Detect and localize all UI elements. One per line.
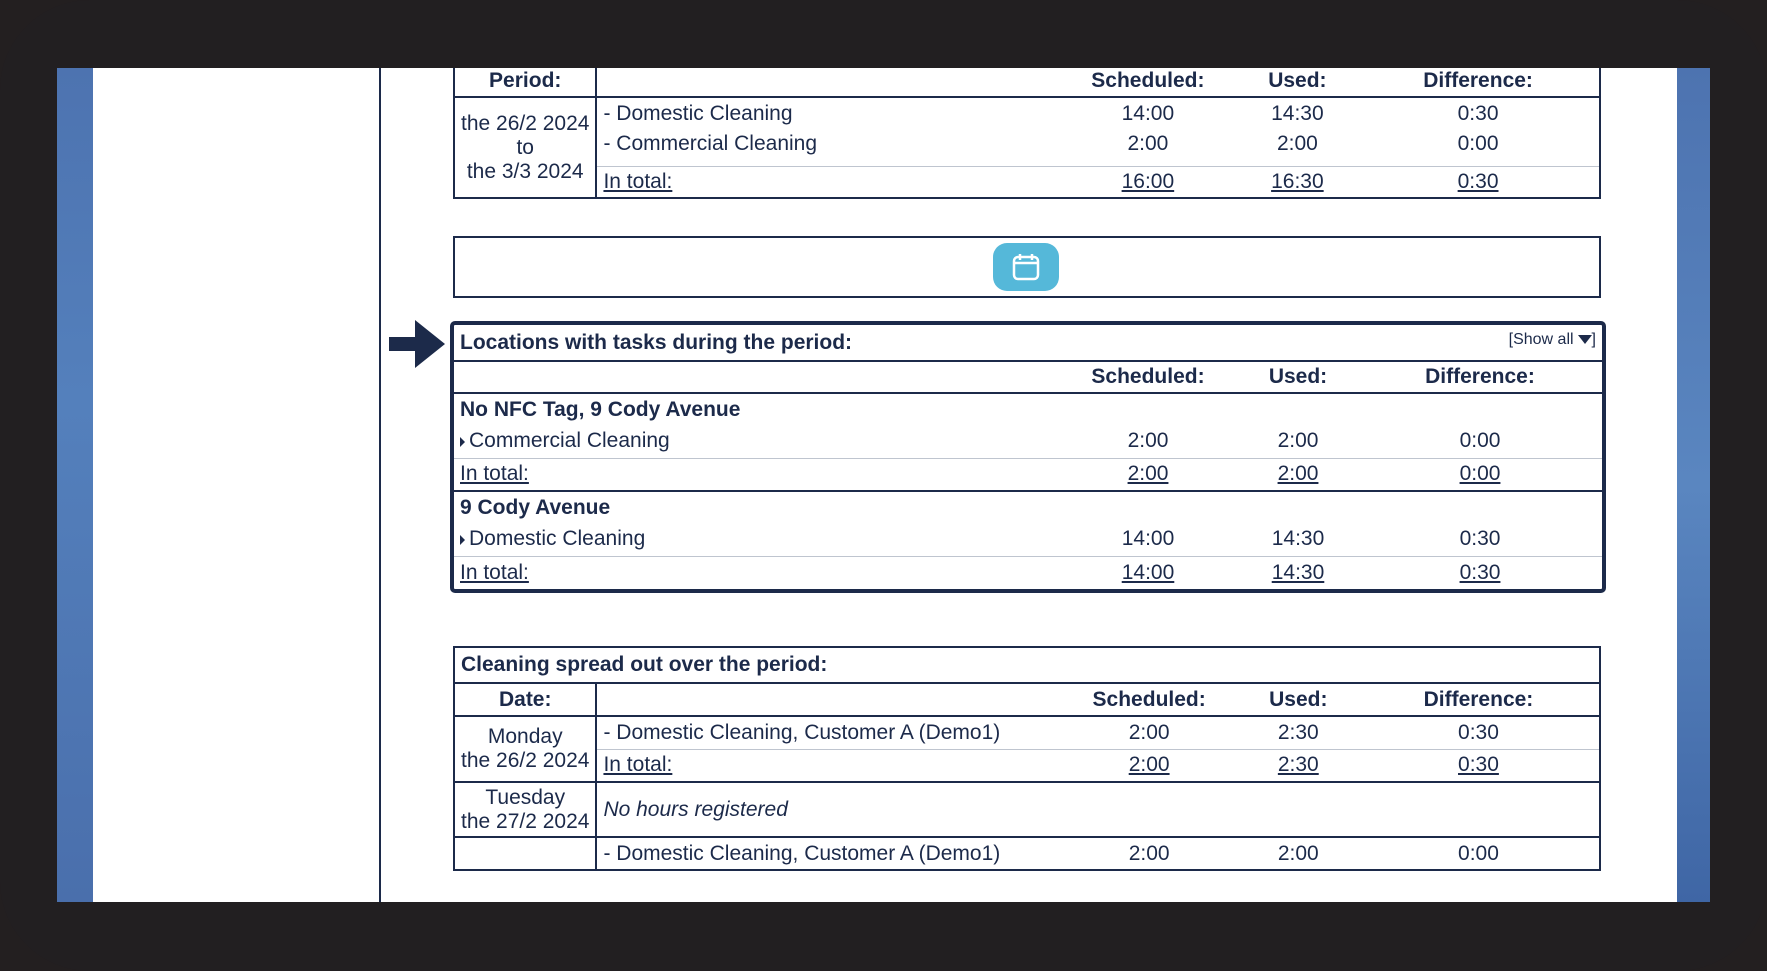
spread-row: Monday the 26/2 2024 - Domestic Cleaning, Customer A (Demo1) 2:00 2:30 0:30: [454, 716, 1600, 749]
calendar-button-container: [453, 236, 1601, 298]
show-all-toggle[interactable]: [Show all ]: [1508, 330, 1596, 348]
location-task[interactable]: Domestic Cleaning: [454, 523, 1058, 556]
spread-header-row: Date: Scheduled: Used: Difference:: [454, 683, 1600, 716]
period-range: the 26/2 2024 to the 3/3 2024: [454, 97, 596, 198]
used-header: Used:: [1238, 68, 1358, 97]
period-row: the 26/2 2024 to the 3/3 2024 - Domestic Cleaning 14:00 14:30 0:30: [454, 97, 1600, 130]
spread-row: [454, 782, 1600, 837]
screen: [57, 68, 1710, 902]
location-name: No NFC Tag, 9 Cody Avenue: [460, 397, 741, 421]
location-total-row: In total: 14:00 14:30 0:30: [454, 556, 1602, 589]
arrow-right-icon: [389, 318, 447, 370]
period-total-label[interactable]: In total:: [596, 166, 1058, 198]
left-column: [93, 68, 381, 902]
expand-caret-icon[interactable]: [460, 535, 465, 545]
expand-caret-icon[interactable]: [460, 437, 465, 447]
period-header-row: [454, 68, 1600, 97]
locations-title-row: [454, 325, 1602, 361]
location-name-row: [454, 393, 1602, 425]
spread-table: [453, 646, 1601, 871]
period-row-name: - Commercial Cleaning: [603, 132, 818, 155]
calendar-icon: [1011, 252, 1041, 282]
desktop-background-right: [1677, 68, 1710, 902]
spread-title: Cleaning spread out over the period:: [454, 647, 1600, 683]
locations-section: [450, 321, 1606, 593]
spread-total-row: In total: 2:00 2:30 0:30: [454, 749, 1600, 782]
difference-header: Difference:: [1357, 68, 1600, 97]
location-total-row: In total: 2:00 2:00 0:00: [454, 458, 1602, 491]
spread-date: Tuesday the 27/2 2024: [454, 782, 596, 837]
locations-title: Locations with tasks during the period:: [460, 330, 853, 354]
period-row: - Commercial Cleaning 2:00 2:00 0:00: [454, 130, 1600, 166]
period-total-row: In total: 16:00 16:30 0:30: [454, 166, 1600, 198]
no-hours-note: No hours registered: [596, 782, 1600, 837]
desktop-background-left: [57, 68, 93, 902]
spread-title-row: [454, 647, 1600, 683]
location-name-row: [454, 491, 1602, 523]
location-task-row[interactable]: Domestic Cleaning 14:00 14:30 0:30: [454, 523, 1602, 556]
spread-date: Monday the 26/2 2024: [454, 716, 596, 782]
location-name: 9 Cody Avenue: [460, 495, 611, 519]
report-page: [93, 68, 1677, 902]
spread-row: - Domestic Cleaning, Customer A (Demo1) 2:00 2:00 0:00: [454, 837, 1600, 870]
scheduled-header: Scheduled:: [1058, 68, 1237, 97]
period-summary-table: [453, 68, 1601, 199]
dropdown-triangle-icon: [1578, 335, 1592, 344]
period-row-name: - Domestic Cleaning: [603, 102, 793, 125]
locations-header-row: Scheduled: Used: Difference:: [454, 361, 1602, 393]
locations-table: [454, 325, 1602, 589]
calendar-button[interactable]: [993, 243, 1059, 291]
location-task[interactable]: Commercial Cleaning: [454, 425, 1058, 458]
location-task-row[interactable]: Commercial Cleaning 2:00 2:00 0:00: [454, 425, 1602, 458]
period-label: Period:: [454, 68, 596, 97]
